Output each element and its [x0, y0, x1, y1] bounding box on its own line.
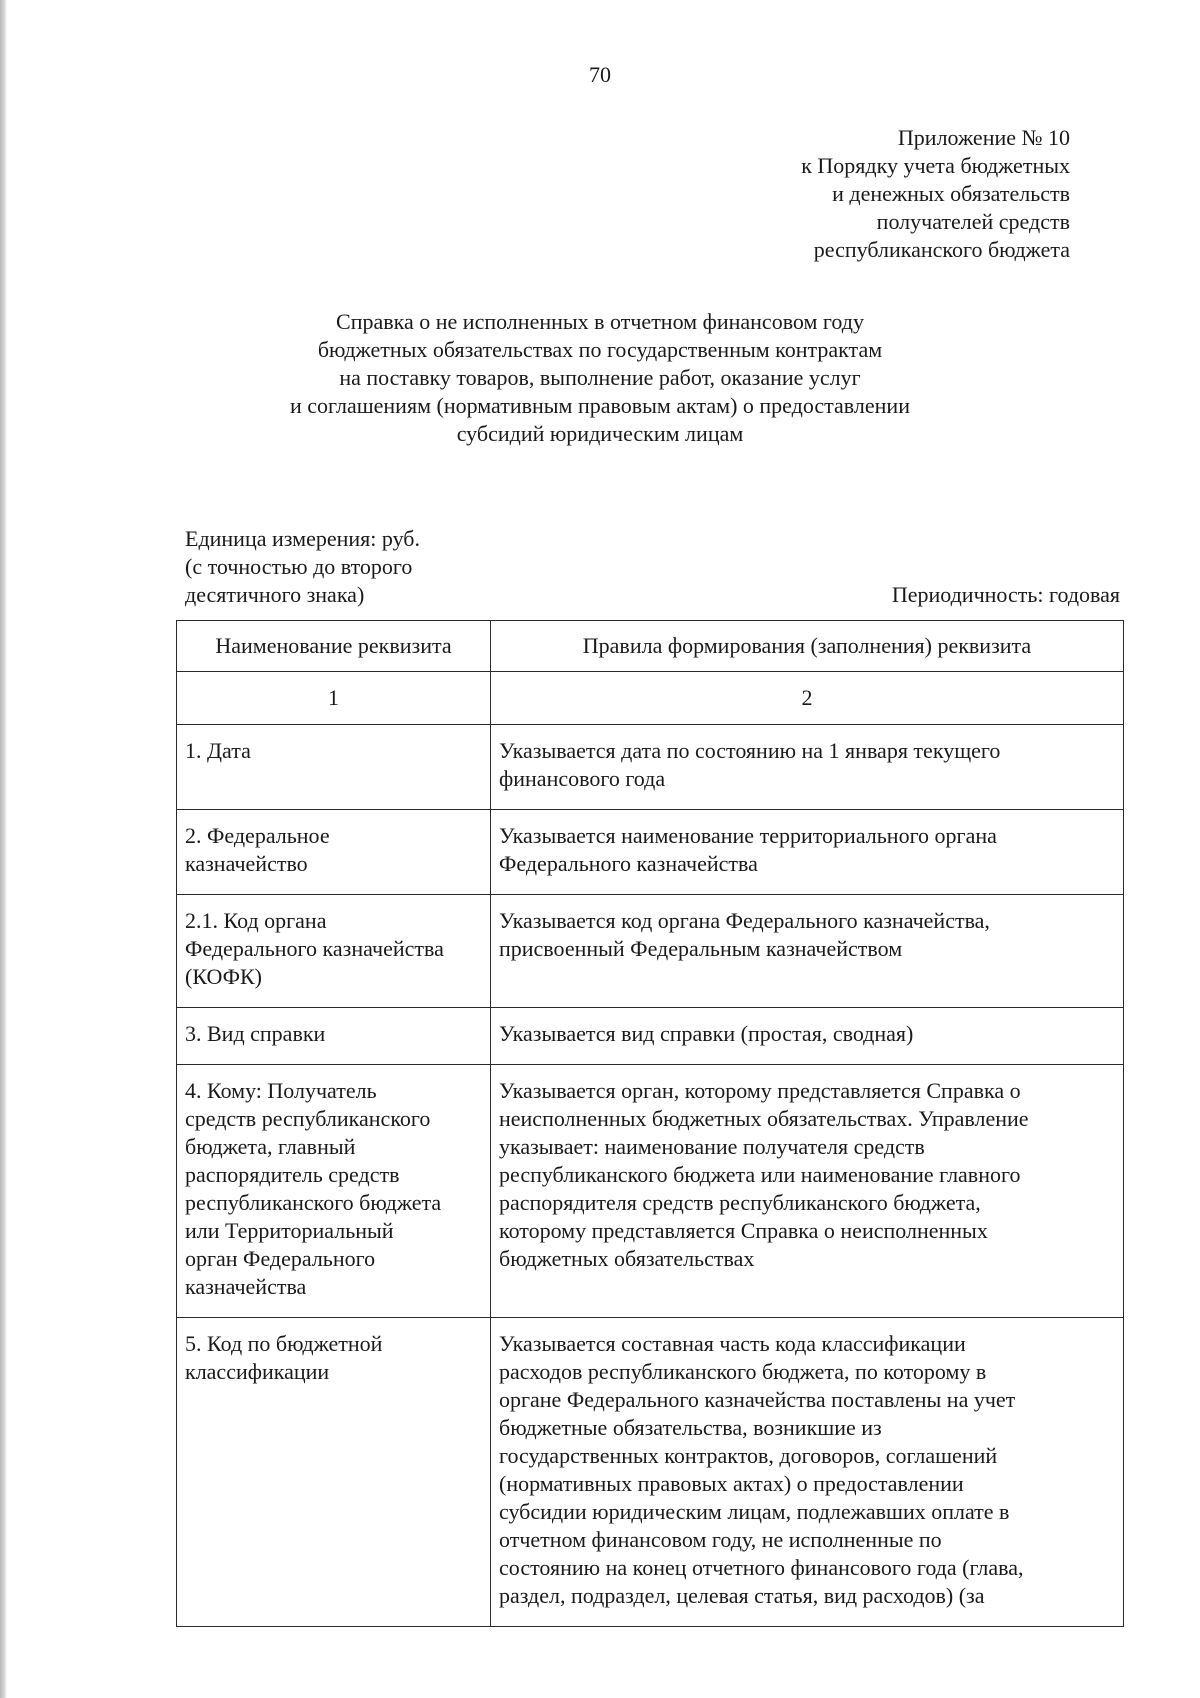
cell-line: неисполненных бюджетных обязательствах. Управление — [499, 1106, 1029, 1131]
table-row — [177, 1065, 1124, 1318]
units-line: десятичного знака) — [185, 582, 365, 607]
appendix-line: получателей средств — [876, 209, 1070, 234]
requisite-name — [177, 725, 491, 810]
requisite-name — [177, 1008, 491, 1065]
cell-line: казначейства — [185, 1274, 307, 1299]
table-row — [177, 810, 1124, 895]
appendix-line: Приложение № 10 — [897, 125, 1070, 150]
requisite-name — [177, 810, 491, 895]
units-of-measure — [185, 525, 420, 609]
cell-line: расходов республиканского бюджета, по которому в — [499, 1359, 987, 1384]
column-number: 2 — [491, 672, 1124, 725]
cell-line: которому представляется Справка о неисполненных — [499, 1218, 988, 1243]
cell-line: финансового года — [499, 766, 666, 791]
cell-line: (нормативных правовых актах) о предоставлении — [499, 1471, 964, 1496]
cell-line: Указывается орган, которому представляется Справка о — [499, 1078, 1021, 1103]
cell-line: 5. Код по бюджетной — [185, 1331, 383, 1356]
cell-line: раздел, подраздел, целевая статья, вид расходов) (за — [499, 1583, 985, 1608]
requisite-name — [177, 1318, 491, 1627]
cell-line: орган Федерального — [185, 1246, 376, 1271]
column-number: 1 — [177, 672, 491, 725]
units-line: Единица измерения: руб. — [185, 526, 420, 551]
cell-line: отчетном финансовом году, не исполненные по — [499, 1527, 942, 1552]
table-row — [177, 895, 1124, 1008]
document-title — [0, 308, 1200, 448]
cell-line: республиканского бюджета или наименование главного — [499, 1162, 1021, 1187]
column-header-rule: Правила формирования (заполнения) реквизита — [491, 621, 1124, 672]
table-row — [177, 1318, 1124, 1627]
column-header-name: Наименование реквизита — [177, 621, 491, 672]
cell-line: Указывается наименование территориального органа — [499, 823, 997, 848]
table-header-row — [177, 621, 1124, 672]
cell-line: Федерального казначейства — [185, 936, 444, 961]
requisite-rule — [491, 810, 1124, 895]
cell-line: Федерального казначейства — [499, 851, 758, 876]
cell-line: средств республиканского — [185, 1106, 431, 1131]
cell-line: 3. Вид справки — [185, 1021, 326, 1046]
requisite-rule — [491, 1318, 1124, 1627]
cell-line: государственных контрактов, договоров, соглашений — [499, 1443, 998, 1468]
requisites-table — [176, 620, 1124, 1627]
cell-line: (КОФК) — [185, 964, 262, 989]
cell-line: 2.1. Код органа — [185, 908, 327, 933]
cell-line: распорядителя средств республиканского бюджета, — [499, 1190, 981, 1215]
cell-line: 1. Дата — [185, 738, 251, 763]
title-line: бюджетных обязательствах по государственным контрактам — [317, 337, 883, 362]
requisite-rule — [491, 725, 1124, 810]
requisite-rule — [491, 1065, 1124, 1318]
cell-line: указывает: наименование получателя средств — [499, 1134, 925, 1159]
cell-line: казначейство — [185, 851, 308, 876]
title-line: субсидий юридическим лицам — [456, 421, 744, 446]
requisite-name — [177, 895, 491, 1008]
cell-line: состоянию на конец отчетного финансового года (глава, — [499, 1555, 1024, 1580]
cell-line: органе Федерального казначейства поставлены на учет — [499, 1387, 1016, 1412]
cell-line: Указывается составная часть кода классификации — [499, 1331, 966, 1356]
appendix-line: республиканского бюджета — [813, 237, 1070, 262]
cell-line: или Территориальный — [185, 1218, 394, 1243]
cell-line: 4. Кому: Получатель — [185, 1078, 377, 1103]
cell-line: распорядитель средств — [185, 1162, 400, 1187]
table-row — [177, 725, 1124, 810]
title-line: Справка о не исполненных в отчетном финансовом году — [336, 309, 864, 334]
appendix-header — [801, 124, 1070, 264]
cell-line: Указывается дата по состоянию на 1 января текущего — [499, 738, 1001, 763]
cell-line: субсидии юридическим лицам, подлежавших оплате в — [499, 1499, 1010, 1524]
appendix-line: к Порядку учета бюджетных — [801, 153, 1070, 178]
units-line: (с точностью до второго — [185, 554, 413, 579]
cell-line: 2. Федеральное — [185, 823, 330, 848]
table-row — [177, 1008, 1124, 1065]
cell-line: Указывается код органа Федерального казначейства, — [499, 908, 990, 933]
requisite-rule — [491, 1008, 1124, 1065]
cell-line: Указывается вид справки (простая, сводная) — [499, 1021, 914, 1046]
cell-line: бюджетных обязательствах — [499, 1246, 755, 1271]
cell-line: классификации — [185, 1359, 330, 1384]
scan-edge — [0, 0, 7, 1698]
page-number: 70 — [589, 62, 611, 87]
cell-line: республиканского бюджета — [185, 1190, 442, 1215]
requisite-name — [177, 1065, 491, 1318]
periodicity: Периодичность: годовая — [891, 582, 1120, 607]
cell-line: присвоенный Федеральным казначейством — [499, 936, 903, 961]
cell-line: бюджетные обязательства, возникшие из — [499, 1415, 882, 1440]
title-line: и соглашениям (нормативным правовым актам) о предоставлении — [290, 393, 910, 418]
requisite-rule — [491, 895, 1124, 1008]
column-number-row — [177, 672, 1124, 725]
appendix-line: и денежных обязательств — [832, 181, 1070, 206]
title-line: на поставку товаров, выполнение работ, оказание услуг — [339, 365, 861, 390]
cell-line: бюджета, главный — [185, 1134, 356, 1159]
